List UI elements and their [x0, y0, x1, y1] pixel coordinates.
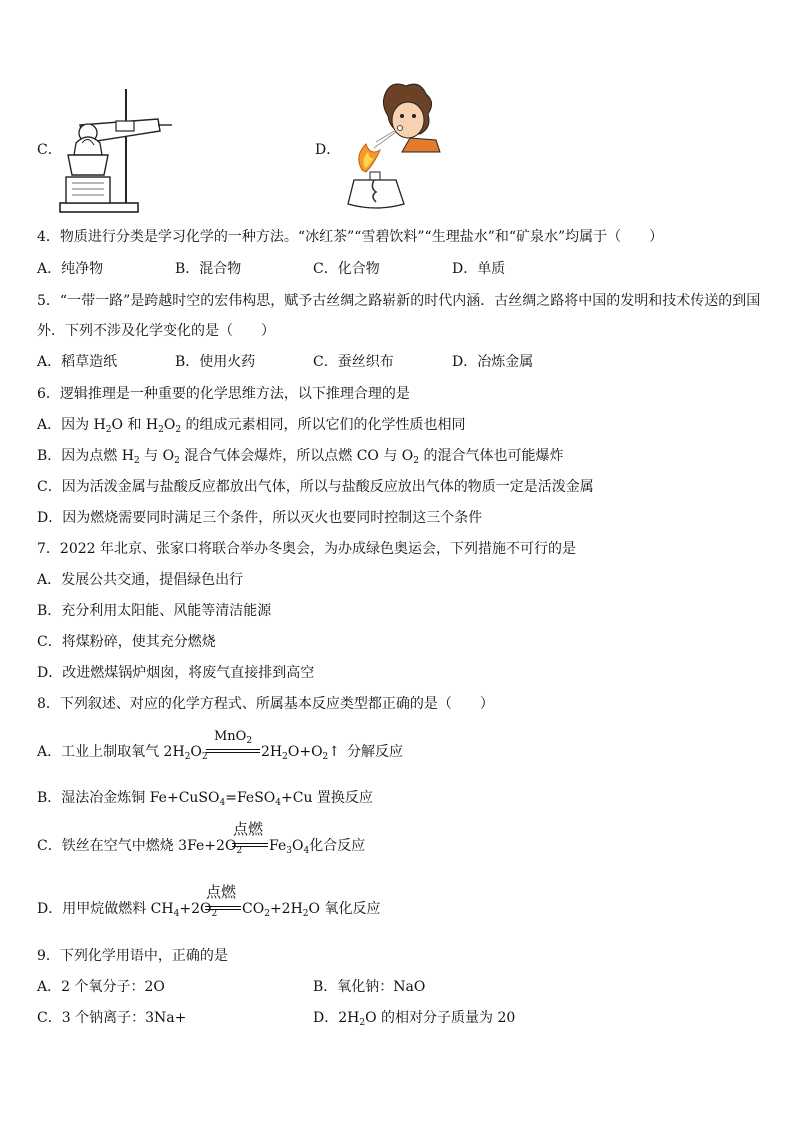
q4-option-a[interactable]: A．纯净物 [37, 261, 104, 277]
q5-stem-line1: 5．“一带一路”是跨越时空的宏伟构思，赋予古丝绸之路崭新的时代内涵．古丝绸之路将中国的发明和技术传送的到国 [37, 293, 761, 309]
q8-c-products: $Fe_3O_4$化合反应 [269, 838, 366, 856]
q5-option-a[interactable]: A．稻草造纸 [37, 354, 118, 370]
q8-c-equals-top [232, 843, 268, 844]
q8-option-d[interactable]: D．用甲烷做燃料 $CH_4+2O_2$ [37, 901, 218, 919]
q6-stem: 6．逻辑推理是一种重要的化学思维方法，以下推理合理的是 [37, 386, 410, 402]
q5-option-c[interactable]: C．蚕丝织布 [313, 354, 394, 370]
figure-d-blowing-lamp [340, 80, 450, 218]
q8-stem: 8．下列叙述、对应的化学方程式、所属基本反应类型都正确的是（ ） [37, 696, 494, 712]
q7-option-d[interactable]: D．改进燃煤锅炉烟囱，将废气直接排到高空 [37, 665, 315, 681]
q8-option-c[interactable]: C．铁丝在空气中燃烧 $3Fe+2O_2$ [37, 838, 243, 856]
q5-option-b[interactable]: B．使用火药 [175, 354, 256, 370]
q9-option-a[interactable]: A．2 个氧分子：2O [37, 979, 165, 995]
q4-option-c[interactable]: C．化合物 [313, 261, 380, 277]
q8-d-equals-top [205, 906, 241, 907]
q5-stem-line2: 外．下列不涉及化学变化的是（ ） [37, 323, 275, 339]
q4-option-d[interactable]: D．单质 [452, 261, 506, 277]
q8-a-products: $2H_2O+O_2↑$ [261, 744, 341, 762]
figure-c-apparatus [58, 85, 174, 217]
figure-c-label: C． [37, 142, 62, 158]
q8-d-equals-bottom [205, 909, 241, 910]
q8-a-reaction-type: 分解反应 [347, 744, 403, 760]
q8-option-b[interactable]: B．湿法冶金炼铜 Fe+CuSO$_4$=FeSO$_4$+Cu 置换反应 [37, 790, 373, 808]
q8-a-equals-bottom [206, 752, 260, 753]
q4-stem: 4．物质进行分类是学习化学的一种方法。“冰红茶”“雪碧饮料”“生理盐水”和“矿泉水”均属于（ ） [37, 229, 664, 245]
q8-c-equals-bottom [232, 846, 268, 847]
q8-a-condition: MnO$_2$ [214, 729, 253, 746]
q9-option-d[interactable]: D．$2H_2O$ 的相对分子质量为 20 [313, 1010, 516, 1028]
q6-option-a[interactable]: A．因为 $H_2O$ 和 $H_2O_2$ 的组成元素相同，所以它们的化学性质也相同 [37, 417, 466, 435]
q8-option-a[interactable]: A．工业上制取氧气 $2H_2O_2$ [37, 744, 208, 762]
figure-d-label: D． [315, 142, 341, 158]
q6-option-c[interactable]: C．因为活泼金属与盐酸反应都放出气体，所以与盐酸反应放出气体的物质一定是活泼金属 [37, 479, 594, 495]
q5-option-d[interactable]: D．冶炼金属 [452, 354, 534, 370]
q7-option-b[interactable]: B．充分利用太阳能、风能等清洁能源 [37, 603, 272, 619]
q6-option-b[interactable]: B．因为点燃 $H_2$ 与 $O_2$ 混合气体会爆炸，所以点燃 CO 与 $O_2$ 的混合气体也可能爆炸 [37, 448, 564, 466]
q4-option-b[interactable]: B．混合物 [175, 261, 242, 277]
q8-d-condition: 点燃 [206, 883, 237, 901]
q6-option-d[interactable]: D．因为燃烧需要同时满足三个条件，所以灭火也要同时控制这三个条件 [37, 510, 483, 526]
q8-d-products: $CO_2+2H_2O$ 氧化反应 [242, 901, 381, 919]
q8-c-condition: 点燃 [233, 820, 264, 838]
q9-stem: 9．下列化学用语中，正确的是 [37, 948, 228, 964]
q8-a-equals-top [206, 749, 260, 750]
q7-option-c[interactable]: C．将煤粉碎，使其充分燃烧 [37, 634, 216, 650]
q9-option-b[interactable]: B．氧化钠：NaO [313, 979, 426, 995]
q7-stem: 7．2022 年北京、张家口将联合举办冬奥会，为办成绿色奥运会，下列措施不可行的是 [37, 541, 576, 557]
q9-option-c[interactable]: C．3 个钠离子：3Na+ [37, 1010, 187, 1026]
q7-option-a[interactable]: A．发展公共交通，提倡绿色出行 [37, 572, 244, 588]
